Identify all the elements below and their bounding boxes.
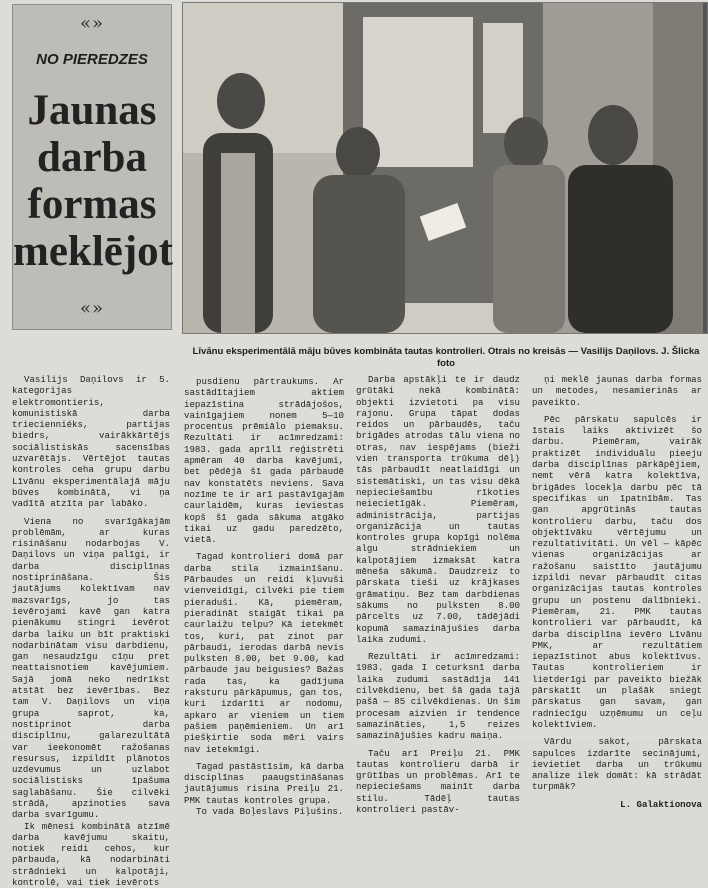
author-signature: L. Galaktionova (620, 798, 702, 810)
rubric: NO PIEREDZES (36, 51, 148, 68)
paragraph: ņi meklē jaunas darba formas un metodes, nesamierinās ar paveikto. (532, 374, 702, 408)
paragraph: Tagad pastāstīsim, kā darba disciplīnas paaugstināšanas jautājumus risina Preiļu 21. PMK tautas kontroles grupa. (184, 760, 344, 806)
article-column-3 (356, 374, 520, 815)
paragraph: pusdienu pārtraukums. Ar sastādītajiem aktiem iepazīstina strādājošos, vainīgajiem nonem 5—10 procentus prēmiālo piemaksu. Rezultāti ir acīmredzami: 1983. gada aprīlī reģistrēti apmēram 40 darba kavējumi, bet pēdējā šī gada pārbaudē nav konstatēts neviens. Sava nozīme te ir arī pastāvīgajām caurlaidēm, kuras ieviestas kopš šī gada sākuma atgāko tikai uz gadu paredzēto, vietā. (184, 376, 344, 546)
paragraph: Vasilijs Daņilovs ir 5. kategorijas elektromontieris, komunistiskā darba triecienniéks, partijas biedrs, vairākkārtējs sociālistiskās sacensības uzvarētājs. Vērtējot tautas kontroles ceha grupu darbu Līvānu eksperimentālajā māju būves kombinātā, vi ņa vadītā atzīta par labāko. (12, 374, 170, 510)
article-column-1 (12, 374, 170, 888)
paragraph: Darba apstākļi te ir daudz grūtāki nekā kombinātā: objekti izvietoti pa visu rajonu. Grupa tāpat dodas reidos un pārbaudēs, taču brigādes atrodas tālu viena no otras, nav iespējams (bieži vien transporta trūkuma dēļ) tās pārbaudīt neatlaidīgi un sistemātiski, un tas visu dēkā nepieciešamību rīkoties neiecietīgāk. Piemēram, administrācija, partijas organizācija un tautas kontroles grupa kopīgi nolēma algu strādniekiem un kalpotājiem izmaksāt katra mēneša sākumā. Daudzreiz to pārskata tieši uz krājkases grāmatiņu. Bez tam darbdienas sākums no pulksten 8.00 pārcelts uz 7.00, tādējādi kopumā samazinājušies darba laika zudumi. (356, 374, 520, 645)
paragraph: Taču arī Preiļu 21. PMK tautas kontrolieru darbā ir grūtības un problēmas. Arī te nepieciešams mainīt darba stilu. Tādēļ tautas kontrolieri pastāv- (356, 747, 520, 815)
photo-caption: Līvānu eksperimentālā māju būves kombināta tautas kontrolieri. Otrais no kreisās — Vasilijs Daņilovs. J. Šlicka foto (192, 346, 700, 369)
paragraph: Ik mēnesi kombinātā atzīmē darba kavējumu skaitu, notiek reidi cehos, kur pārbauda, kā nodarbināti strādnieki un kalpotāji, kontrolē, vai tiek ievērots (12, 820, 170, 888)
paragraph: Viena no svarīgākajām problēmām, ar kuras risināšanu nodarbojas V. Daņilovs un viņa palīgi, ir darba disciplīnas nostiprināšana. Šis jautājums kolektīvam nav mazsvarīgs, jo tas ievērojami kavē gan katra pienākumu stingri ievērot darba laiku un bīt praktiski nodarbinātam visu darbdienu, gan nesaudzīgu cīņu pret neattaisnotiem kavējumiem. Sajā jomā neko nedrīkst atstāt bez ievērības. Bez tam V. Daņilovs un viņa grupa saprot, ka, nostiprinot darba disciplīnu, galarezultātā var ieekonomēt ražošanas resursus, izpildīt plānotos uzdevumus un uzlabot sociālistisks īpašuma saglabāšanu. Šie cilvēki strādā, apzinoties sava darba svarīgumu. (12, 515, 170, 821)
article-column-4 (532, 374, 702, 810)
paragraph: Tagad kontrolieri domā par darba stila izmainīšanu. Pārbaudes un reidi kļuvuši vienveidīgi, cilvēki pie tiem pieraduši. Kā, piemēram, pieradināt staigāt tikai pa caurlaižu telpu? Kā ietekmēt tos, kuri, pat zinot par pārbaudi, ierodas darbā nevis pulksten 8.00, bet 9.00, kad pārbaude jau beigusies? Bažas rada tas, ka gadījuma raksturu pārkāpumus, gan tos, kuri izdarīti ar nodomu, apkaro ar vieniem un tiem pašiem paņēmieniem. Un arī piešķirtie soda mēri vairs nav ietekmīgi. (184, 551, 344, 755)
photo-illustration (183, 3, 707, 333)
ornament-top: «» (79, 13, 105, 34)
headline-block (12, 4, 172, 330)
article-column-2 (184, 376, 344, 817)
ornament-bottom: «» (79, 298, 105, 319)
paragraph: Pēc pārskatu sapulcēs ir īstais laiks aktivizēt šo darbu. Piemēram, vairāk praktizēt individuālu pieeju darba disciplīnas pārkāpējiem, nemt vērā katra kolektīva, brigādes locekļa darbu pēc tā specifikas un īpatnībām. Tas gan apgrūtinās tautas kontrolieru darbu, taču dos objektīvāku vērtējumu un rezultativitāti. Un vēl — kāpēc vienas organizācijas ar ražošanu saistīto jautājumu izpildi nevar pārbaudīt citas organizācijas tautas kontroles grupu un postenu dalībnieki. Piemēram, 21. PMK tautas kontrolieri var pārbaudīt, kā darba disciplīna ievēro Līvānu PMK, ar rezultātiem iepazīstinot abus kolektīvus. Tautas kontrolieriem ir lietderīgi par paveikto biežāk pārskatīt un plašāk sniegt pārskatus gan savam, gan radniecīgu uzņēmumu un ceļu kolektīviem. (532, 413, 702, 730)
paragraph: To vada Boļeslavs Piļušins. (196, 805, 344, 817)
paragraph: Rezultāti ir acīmredzami: 1983. gada I ceturksnī darba laika zudumi sastādīja 141 cilvēkdienu, bet šā gada tajā pašā — 85 cilvēkdienas. Un šim procesam aizvien ir tendence samazināties, 1,5 reizes samazinājušies kadru maiņa. (356, 651, 520, 742)
paragraph: Vārdu sakot, pārskata sapulces izdarīte secinājumi, ievietiet darba un trūkumu analize ilek domāt: kā strādāt turpmāk? (532, 736, 702, 793)
headline: Jaunas darba formas meklējot (13, 87, 173, 275)
article-photo (182, 2, 708, 334)
